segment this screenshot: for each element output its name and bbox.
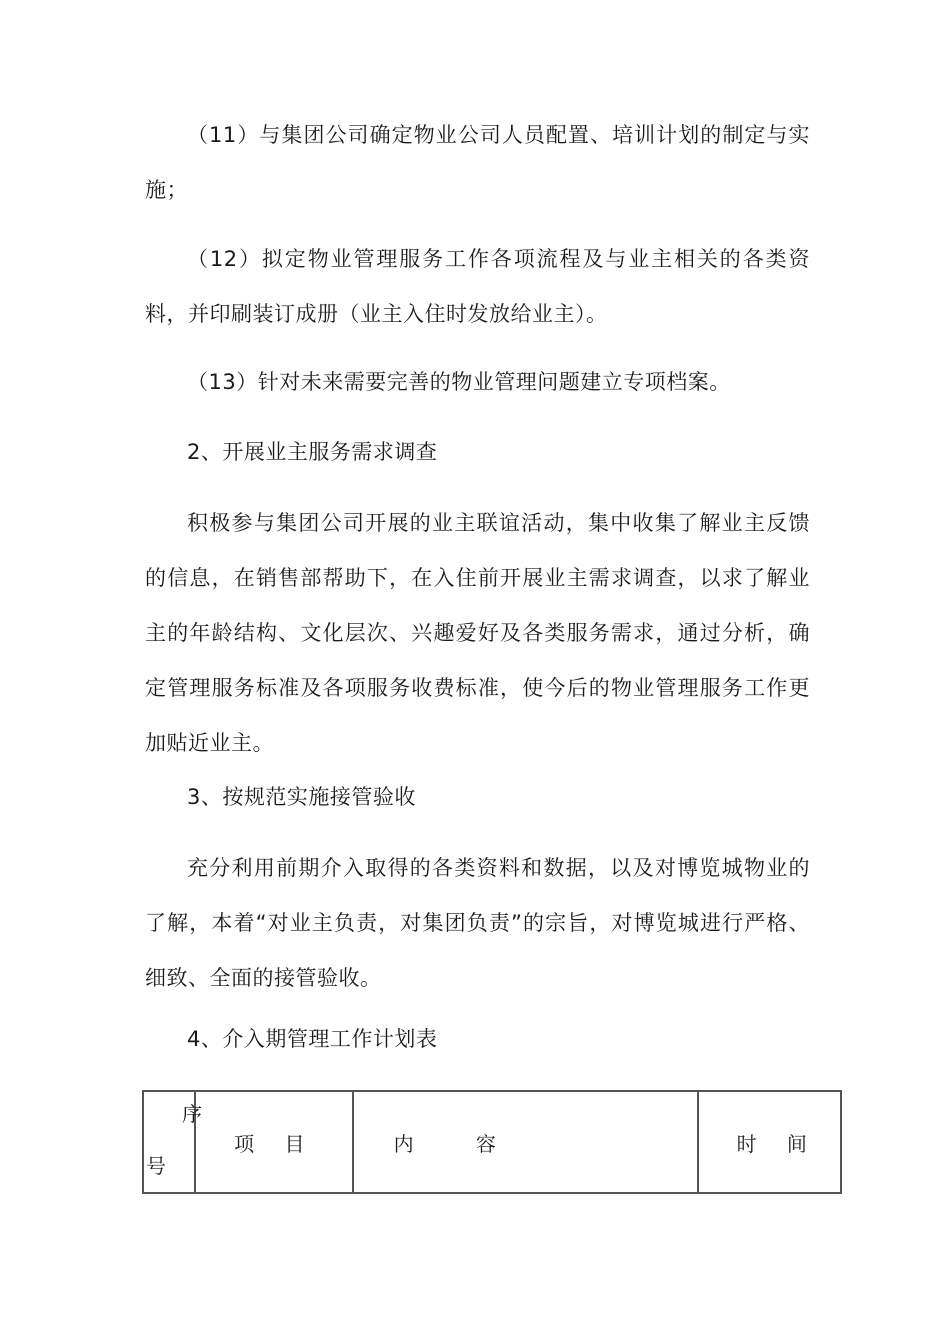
header-no-part2: 号 bbox=[146, 1154, 166, 1178]
header-no-part1: 序 bbox=[182, 1102, 202, 1126]
header-cell-no bbox=[143, 1091, 202, 1193]
header-item-label: 项 目 bbox=[234, 1131, 317, 1156]
header-cell-item bbox=[195, 1091, 352, 1193]
section-2-body: 积极参与集团公司开展的业主联谊活动，集中收集了解业主反馈的信息，在销售部帮助下，在入住前开展业主需求调查，以求了解业主的年龄结构、文化层次、兴趣爱好及各类服务需求，通过分析，确定管理服务标准及各项服务收费标准，使今后的物业管理服务工作更加贴近业主。 bbox=[145, 511, 810, 755]
paragraph-item-12: （12）拟定物业管理服务工作各项流程及与业主相关的各类资料，并印刷装订成册（业主入住时发放给业主）。 bbox=[145, 247, 810, 326]
header-cell-time bbox=[698, 1091, 841, 1193]
paragraph-item-11: （11）与集团公司确定物业公司人员配置、培训计划的制定与实施； bbox=[145, 123, 810, 202]
section-3-heading: 3、按规范实施接管验收 bbox=[187, 785, 416, 809]
header-content-label: 内 容 bbox=[393, 1131, 524, 1156]
paragraph-item-13: （13）针对未来需要完善的物业管理问题建立专项档案。 bbox=[187, 370, 731, 394]
work-plan-table bbox=[142, 1090, 842, 1194]
section-2-heading: 2、开展业主服务需求调查 bbox=[187, 440, 438, 464]
section-4-heading: 4、介入期管理工作计划表 bbox=[187, 1027, 438, 1051]
header-cell-content bbox=[353, 1091, 698, 1193]
header-time-label: 时 间 bbox=[736, 1131, 819, 1156]
table-header-row bbox=[143, 1091, 841, 1193]
section-3-body: 充分利用前期介入取得的各类资料和数据，以及对博览城物业的了解，本着“对业主负责，对集团负责”的宗旨，对博览城进行严格、细致、全面的接管验收。 bbox=[145, 856, 810, 990]
